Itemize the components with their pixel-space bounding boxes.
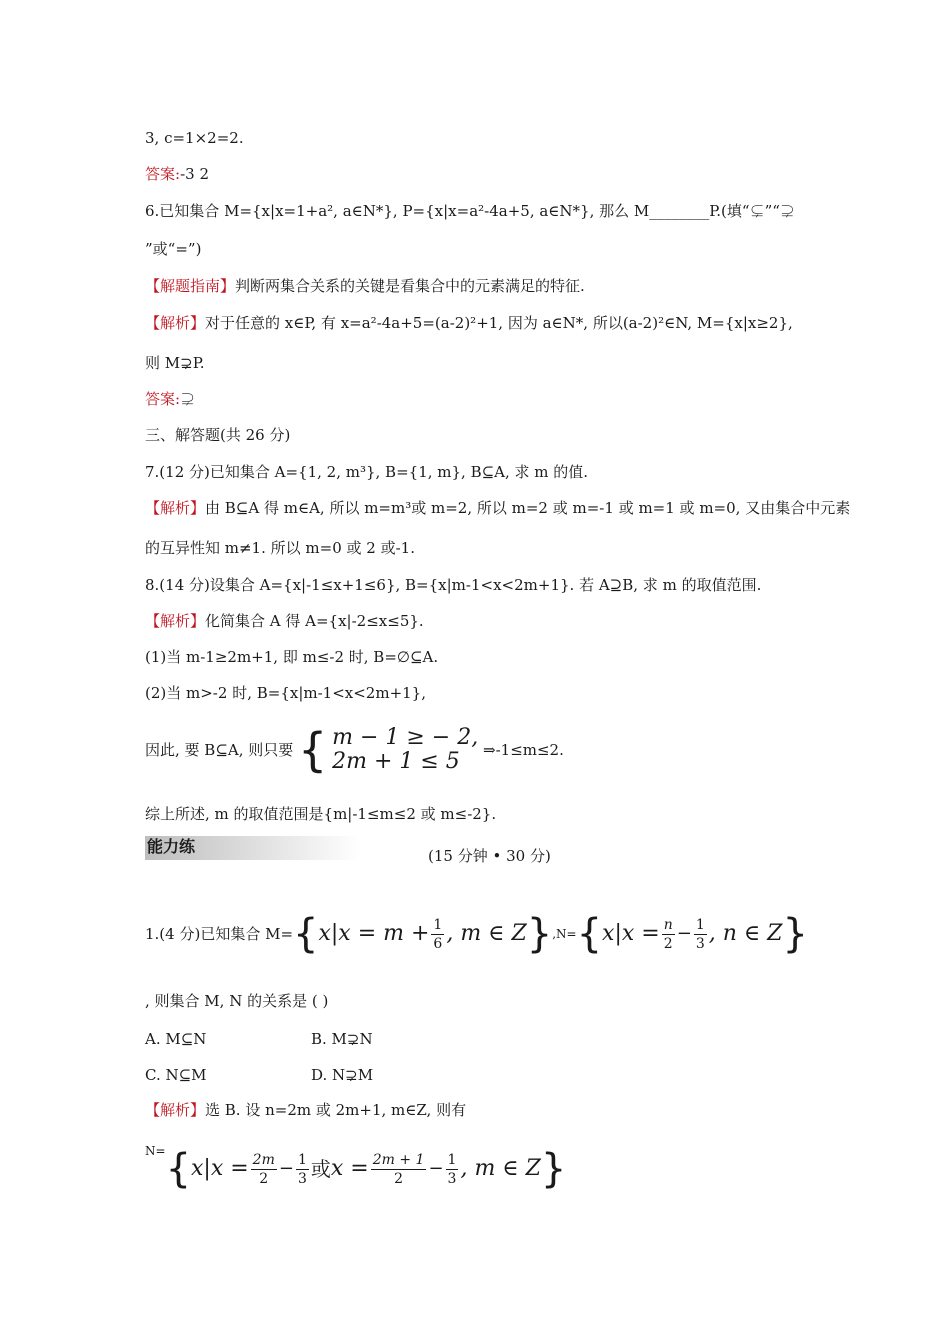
problem-1 [145,905,808,961]
solution-8-conclusion: 综上所述, m 的取值范围是{m|-1≤m≤2 或 m≤-2}. [145,805,497,823]
question-8: 8.(14 分)设集合 A={x|-1≤x+1≤6}, B={x|m-1<x<2m+1}. 若 A⊇B, 求 m 的取值范围. [145,576,762,594]
question-6: 6.已知集合 M={x|x=1+a², a∈N*}, P={x|x=a²-4a+5, a∈N*}, 那么 M________P.(填“⊊”“⊋ [145,202,795,220]
set-n-expr: x|x = [602,921,660,946]
minus-sign: − [428,1158,444,1179]
fraction-2m-half: $\frac{2m}{2}$ [252,1151,275,1187]
guide-6 [145,275,585,297]
set-m-expr: x|x = m + [318,921,430,946]
right-brace-icon: } [782,911,808,957]
fraction-one-sixth: $\frac{1}{6}$ [433,916,443,952]
solution-text: 由 B⊆A 得 m∈A, 所以 m=m³或 m=2, 所以 m=2 或 m=-1 或 m=1 或 m=0, 又由集合中元素 [205,499,851,517]
fraction-one-third: $\frac{1}{3}$ [695,916,705,952]
solution-8 [145,610,424,632]
minus-sign: − [278,1158,294,1179]
solution-6-cont: 则 M⊋P. [145,354,205,372]
inequality-1: m − 1 ≥ − 2, [332,725,479,750]
system-prefix: 因此, 要 B⊆A, 则只要 [145,741,294,759]
left-brace-icon: { [165,1146,192,1192]
solution-8-system [145,723,564,777]
option-b: B. M⊋N [311,1030,373,1048]
problem-1-question: , 则集合 M, N 的关系是 ( ) [145,992,329,1010]
n-expr: x|x = [191,1156,249,1181]
answer-label: 答案: [145,165,181,183]
right-brace-icon: } [540,1146,567,1192]
left-brace-icon: { [298,723,328,777]
solution-label: 【解析】 [145,499,206,517]
fraction-one-third: $\frac{1}{3}$ [447,1151,457,1187]
problem-1-prefix: 1.(4 分)已知集合 M= [145,925,294,943]
fraction-2m-plus-1-half: $\frac{2m + 1}{2}$ [372,1151,425,1187]
n-prefix: ,N= [552,927,577,941]
solution-8-case-1: (1)当 m-1≥2m+1, 即 m≤-2 时, B=∅⊆A. [145,648,439,666]
inequality-2: 2m + 1 ≤ 5 [332,749,460,774]
guide-text: 判断两集合关系的关键是看集合中的元素满足的特征. [235,277,585,295]
solution-text: 对于任意的 x∈P, 有 x=a²-4a+5=(a-2)²+1, 因为 a∈N*, 所以(a-2)²∈N, M={x|x≥2}, [205,314,793,332]
system-result: ⇒-1≤m≤2. [483,741,564,759]
section-title: 能力练 [147,837,196,856]
section-3-heading: 三、解答题(共 26 分) [145,426,291,444]
solution-6 [145,312,793,334]
section-time: (15 分钟 • 30 分) [428,847,551,865]
answer-value: ⊋ [180,390,196,408]
n-cond: , m ∈ Z [460,1156,541,1181]
inequality-system [332,726,478,774]
right-brace-icon: } [526,911,553,957]
solution-label: 【解析】 [145,314,206,332]
question-7: 7.(12 分)已知集合 A={1, 2, m³}, B={1, m}, B⊆A, 求 m 的值. [145,463,589,481]
guide-label: 【解题指南】 [145,277,236,295]
set-n-cond: , n ∈ Z [708,921,783,946]
answer-value: -3 2 [180,165,209,183]
option-d: D. N⊋M [311,1066,374,1084]
line-c-value: 3, c=1×2=2. [145,129,244,147]
n-expr-2: x = [330,1156,369,1181]
option-c: C. N⊆M [145,1066,207,1084]
answer-5 [145,163,209,185]
solution-text: 化简集合 A 得 A={x|-2≤x≤5}. [205,612,424,630]
solution-label: 【解析】 [145,1101,206,1119]
answer-6 [145,388,195,410]
left-brace-icon: { [576,911,603,957]
set-m-cond: , m ∈ Z [446,921,527,946]
solution-7-cont: 的互异性知 m≠1. 所以 m=0 或 2 或-1. [145,539,415,557]
set-n-rewrite [145,1138,566,1198]
solution-8-case-2: (2)当 m>-2 时, B={x|m-1<x<2m+1}, [145,684,426,702]
solution-label: 【解析】 [145,612,206,630]
option-a: A. M⊆N [145,1030,207,1048]
solution-p1 [145,1099,466,1121]
or-word: 或 [310,1157,331,1181]
fraction-one-third: $\frac{1}{3}$ [297,1151,307,1187]
fraction-n-half: $\frac{n}{2}$ [663,916,673,952]
solution-text: 选 B. 设 n=2m 或 2m+1, m∈Z, 则有 [205,1101,467,1119]
solution-7 [145,497,850,519]
left-brace-icon: { [293,911,319,957]
n-prefix: N= [145,1144,166,1158]
answer-label: 答案: [145,390,181,408]
question-6-cont: ”或“=”) [145,240,202,258]
minus-sign: − [676,923,692,944]
